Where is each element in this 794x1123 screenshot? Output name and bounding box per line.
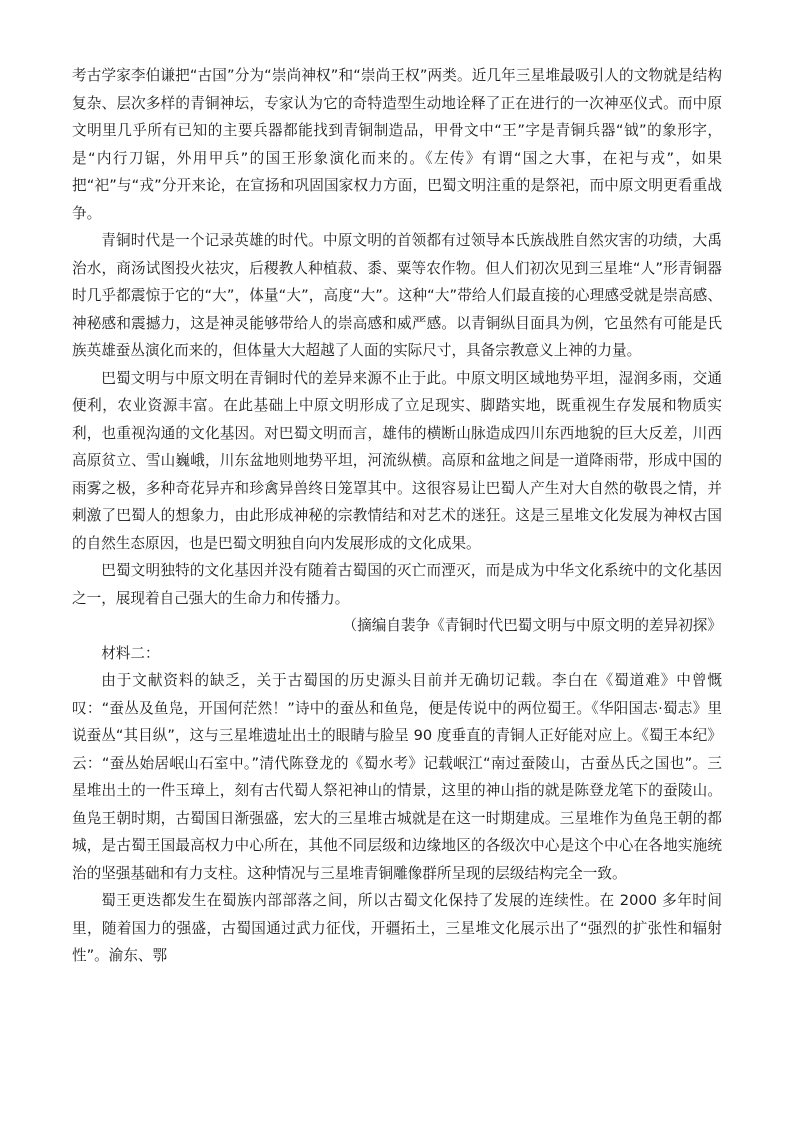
- source-citation: （摘编自裴争《青铜时代巴蜀文明与中原文明的差异初探》: [342, 617, 722, 634]
- paragraph-1: 考古学家李伯谦把“古国”分为“崇尚神权”和“崇尚王权”两类。近几年三星堆最吸引人的文物就是结构复杂、层次多样的青铜神坛，专家认为它的奇特造型生动地诠释了正在进行的一次神巫仪式。而中原文明里几乎所有已知的主要兵器都能找到青铜制造品，甲骨文中“王”字是青铜兵器“钺”的象形字，是“内行刀锯，外用甲兵”的国王形象演化而来的。《左传》有谓“国之大事，在祀与戎”，如果把“祀”与“戎”分开来论，在宣扬和巩固国家权力方面，巴蜀文明注重的是祭祀，而中原文明更看重战争。: [72, 67, 722, 222]
- paragraph-6: 蜀王更迭都发生在蜀族内部部落之间，所以古蜀文化保持了发展的连续性。在 2000 多年时间里，随着国力的强盛，古蜀国通过武力征伐，开疆拓土，三星堆文化展示出了“强烈的扩张性和辐射性”。渝东、鄂: [72, 892, 722, 964]
- paragraph-2: 青铜时代是一个记录英雄的时代。中原文明的首领都有过领导本氏族战胜自然灾害的功绩，大禹治水，商汤试图投火祛灾，后稷教人种植菽、黍、粟等农作物。但人们初次见到三星堆“人”形青铜器时几乎都震惊于它的“大”，体量“大”，高度“大”。这种“大”带给人们最直接的心理感受就是崇高感、神秘感和震撼力，这是神灵能够带给人的崇高感和威严感。以青铜纵目面具为例，它虽然有可能是氏族英雄蚕丛演化而来的，但体量大大超越了人面的实际尺寸，具备宗教意义上神的力量。: [72, 232, 722, 359]
- paragraph-5: 由于文献资料的缺乏，关于古蜀国的历史源头目前并无确切记载。李白在《蜀道难》中曾慨叹：“蚕丛及鱼凫，开国何茫然！”诗中的蚕丛和鱼凫，便是传说中的两位蜀王。《华阳国志·蜀志》里说蚕丛“其目纵”，这与三星堆遗址出土的眼睛与脸呈 90 度垂直的青铜人正好能对应上。《蜀王本纪》云：“蚕丛始居岷山石室中。”清代陈登龙的《蜀水考》记载岷江“南过蚕陵山，古蚕丛氏之国也”。三星堆出土的一件玉璋上，刻有古代蜀人祭祀神山的情景，这里的神山指的就是陈登龙笔下的蚕陵山。鱼凫王朝时期，古蜀国日渐强盛，宏大的三星堆古城就是在这一时期建成。三星堆作为鱼凫王朝的都城，是古蜀王国最高权力中心所在，其他不同层级和边缘地区的各级次中心是这个中心在各地实施统治的坚强基础和有力支柱。这种情况与三星堆青铜雕像群所呈现的层级结构完全一致。: [72, 672, 722, 882]
- document-page: [72, 62, 722, 970]
- paragraph-4: 巴蜀文明独特的文化基因并没有随着古蜀国的灭亡而湮灭，而是成为中华文化系统中的文化基因之一，展现着自己强大的生命力和传播力。: [72, 562, 722, 607]
- section-heading-material-2: 材料二：: [101, 644, 160, 662]
- paragraph-3: 巴蜀文明与中原文明在青铜时代的差异来源不止于此。中原文明区域地势平坦，湿润多雨，交通便利，农业资源丰富。在此基础上中原文明形成了立足现实、脚踏实地，既重视生存发展和物质实利，也重视沟通的文化基因。对巴蜀文明而言，雄伟的横断山脉造成四川东西地貌的巨大反差，川西高原贫立、雪山巍峨，川东盆地则地势平坦，河流纵横。高原和盆地之间是一道降雨带，形成中国的雨雾之极，多种奇花异卉和珍禽异兽终日笼罩其中。这很容易让巴蜀人产生对大自然的敬畏之情，并刺激了巴蜀人的想象力，由此形成神秘的宗教情结和对艺术的迷狂。这是三星堆文化发展为神权古国的自然生态原因，也是巴蜀文明独自向内发展形成的文化成果。: [72, 369, 722, 552]
